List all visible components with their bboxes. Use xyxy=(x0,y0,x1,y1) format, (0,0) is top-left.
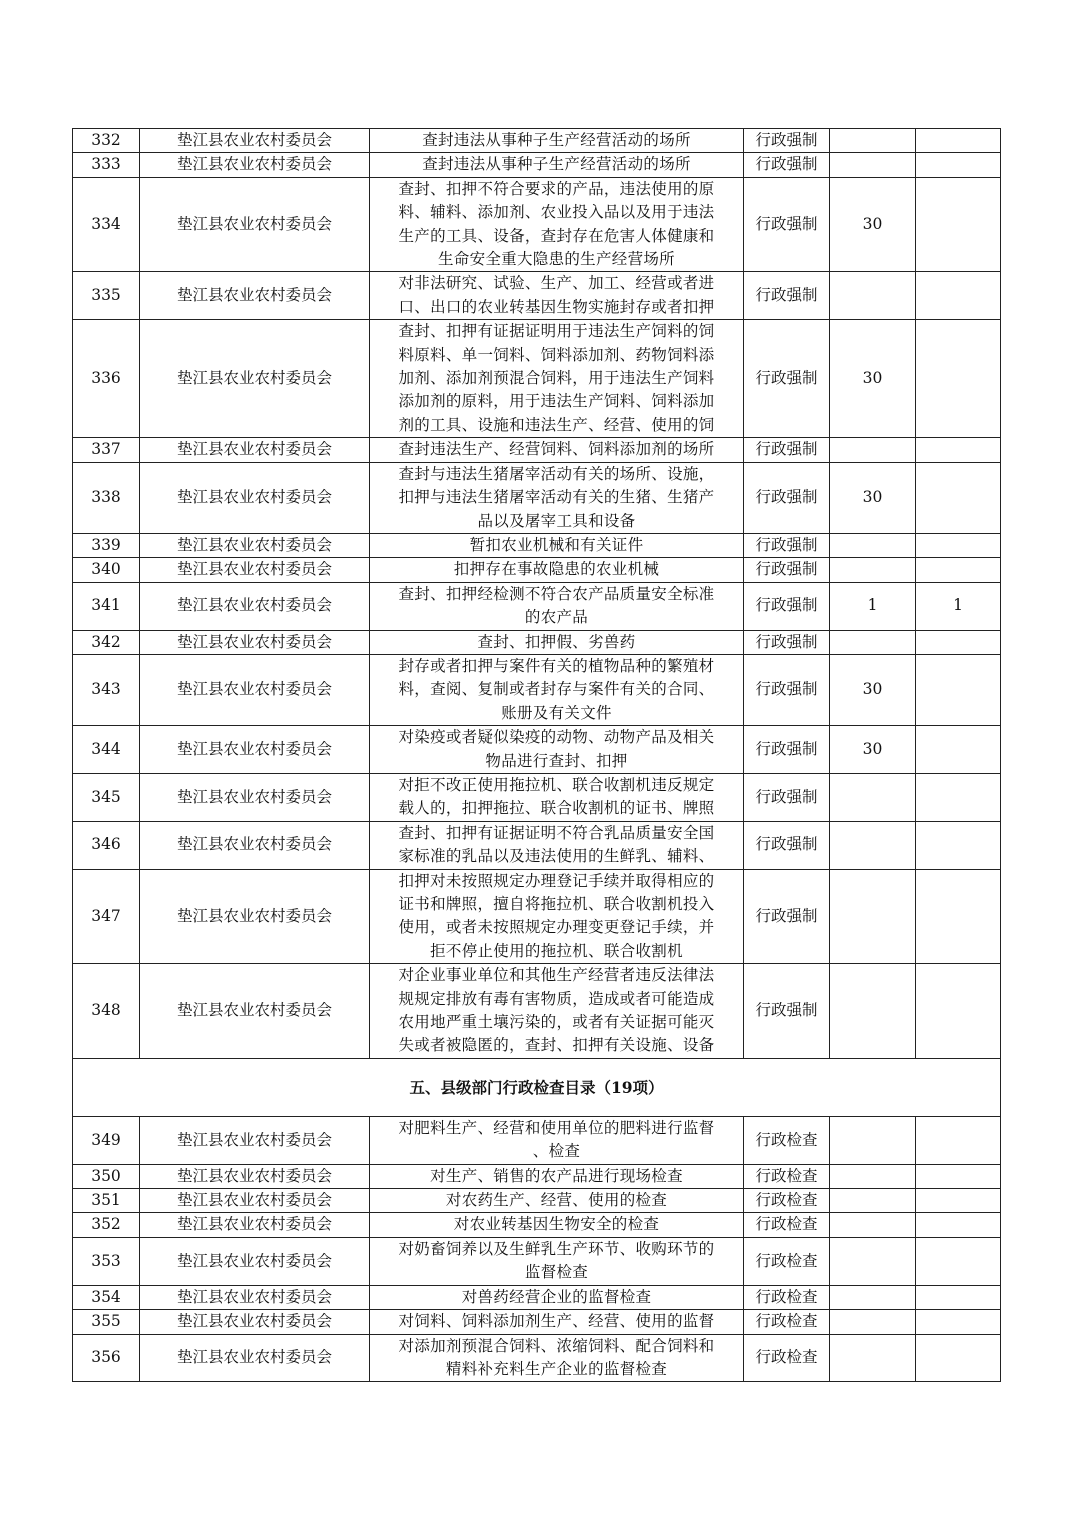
count-cell-2 xyxy=(916,964,1001,1059)
department-cell: 垫江县农业农村委员会 xyxy=(140,1116,370,1164)
department-cell: 垫江县农业农村委员会 xyxy=(140,153,370,177)
table-row xyxy=(73,272,1001,320)
department-cell: 垫江县农业农村委员会 xyxy=(140,558,370,582)
count-cell-1 xyxy=(830,1189,916,1213)
row-number: 349 xyxy=(73,1116,140,1164)
item-cell: 对拒不改正使用拖拉机、联合收割机违反规定 载人的，扣押拖拉、联合收割机的证书、牌照 xyxy=(370,773,744,821)
item-cell: 对饲料、饲料添加剂生产、经营、使用的监督 xyxy=(370,1310,744,1334)
table-row xyxy=(73,964,1001,1059)
row-number: 343 xyxy=(73,654,140,725)
type-cell: 行政检查 xyxy=(744,1164,830,1188)
power-list-table xyxy=(72,128,1001,1382)
department-cell: 垫江县农业农村委员会 xyxy=(140,438,370,462)
item-cell: 封存或者扣押与案件有关的植物品种的繁殖材 料，查阅、复制或者封存与案件有关的合同、 账册及有关文件 xyxy=(370,654,744,725)
count-cell-1 xyxy=(830,1334,916,1382)
row-number: 336 xyxy=(73,320,140,438)
department-cell: 垫江县农业农村委员会 xyxy=(140,177,370,272)
type-cell: 行政强制 xyxy=(744,129,830,153)
count-cell-1 xyxy=(830,1164,916,1188)
item-cell: 对生产、销售的农产品进行现场检查 xyxy=(370,1164,744,1188)
department-cell: 垫江县农业农村委员会 xyxy=(140,1285,370,1309)
section-header-group xyxy=(73,1058,1001,1116)
table-row xyxy=(73,153,1001,177)
table-row xyxy=(73,821,1001,869)
count-cell-1 xyxy=(830,1116,916,1164)
count-cell-1 xyxy=(830,1213,916,1237)
row-number: 337 xyxy=(73,438,140,462)
item-cell: 扣押对未按照规定办理登记手续并取得相应的 证书和牌照，擅自将拖拉机、联合收割机投入 使用，或者未按照规定办理变更登记手续，并 拒不停止使用的拖拉机、联合收割机 xyxy=(370,869,744,964)
count-cell-2 xyxy=(916,1237,1001,1285)
row-number: 345 xyxy=(73,773,140,821)
department-cell: 垫江县农业农村委员会 xyxy=(140,1164,370,1188)
department-cell: 垫江县农业农村委员会 xyxy=(140,129,370,153)
count-cell-2 xyxy=(916,869,1001,964)
department-cell: 垫江县农业农村委员会 xyxy=(140,533,370,557)
row-number: 354 xyxy=(73,1285,140,1309)
item-cell: 查封违法生产、经营饲料、饲料添加剂的场所 xyxy=(370,438,744,462)
table-row xyxy=(73,558,1001,582)
department-cell: 垫江县农业农村委员会 xyxy=(140,1213,370,1237)
table-row xyxy=(73,630,1001,654)
count-cell-2 xyxy=(916,462,1001,533)
count-cell-1 xyxy=(830,438,916,462)
item-cell: 对添加剂预混合饲料、浓缩饲料、配合饲料和 精料补充料生产企业的监督检查 xyxy=(370,1334,744,1382)
row-number: 335 xyxy=(73,272,140,320)
type-cell: 行政强制 xyxy=(744,153,830,177)
row-number: 353 xyxy=(73,1237,140,1285)
type-cell: 行政强制 xyxy=(744,630,830,654)
count-cell-1: 30 xyxy=(830,177,916,272)
table-row xyxy=(73,462,1001,533)
item-cell: 查封与违法生猪屠宰活动有关的场所、设施， 扣押与违法生猪屠宰活动有关的生猪、生猪产 品以及屠宰工具和设备 xyxy=(370,462,744,533)
count-cell-2 xyxy=(916,726,1001,774)
count-cell-1: 30 xyxy=(830,726,916,774)
count-cell-1 xyxy=(830,272,916,320)
table-row xyxy=(73,129,1001,153)
count-cell-2 xyxy=(916,630,1001,654)
row-number: 340 xyxy=(73,558,140,582)
item-cell: 对肥料生产、经营和使用单位的肥料进行监督 、检查 xyxy=(370,1116,744,1164)
count-cell-1 xyxy=(830,773,916,821)
item-cell: 查封违法从事种子生产经营活动的场所 xyxy=(370,129,744,153)
row-number: 342 xyxy=(73,630,140,654)
count-cell-2 xyxy=(916,558,1001,582)
table-row xyxy=(73,1285,1001,1309)
type-cell: 行政强制 xyxy=(744,320,830,438)
department-cell: 垫江县农业农村委员会 xyxy=(140,1310,370,1334)
row-number: 344 xyxy=(73,726,140,774)
table-row xyxy=(73,320,1001,438)
table-row xyxy=(73,1116,1001,1164)
count-cell-1 xyxy=(830,533,916,557)
count-cell-2 xyxy=(916,654,1001,725)
type-cell: 行政强制 xyxy=(744,438,830,462)
table-row xyxy=(73,1164,1001,1188)
item-cell: 对企业事业单位和其他生产经营者违反法律法 规规定排放有毒有害物质，造成或者可能造成 农用地严重土壤污染的，或者有关证据可能灭 失或者被隐匿的，查封、扣押有关设施、设备 xyxy=(370,964,744,1059)
item-cell: 对非法研究、试验、生产、加工、经营或者进 口、出口的农业转基因生物实施封存或者扣押 xyxy=(370,272,744,320)
item-cell: 查封、扣押有证据证明用于违法生产饲料的饲 料原料、单一饲料、饲料添加剂、药物饲料添 加剂、添加剂预混合饲料，用于违法生产饲料 添加剂的原料，用于违法生产饲料、饲料添加 剂的工具、设施和违法生产、经营、使用的饲 xyxy=(370,320,744,438)
row-number: 351 xyxy=(73,1189,140,1213)
department-cell: 垫江县农业农村委员会 xyxy=(140,1237,370,1285)
section-title: 五、县级部门行政检查目录（19项） xyxy=(73,1058,1001,1116)
type-cell: 行政强制 xyxy=(744,726,830,774)
type-cell: 行政强制 xyxy=(744,533,830,557)
table-row xyxy=(73,773,1001,821)
row-number: 339 xyxy=(73,533,140,557)
count-cell-1 xyxy=(830,1237,916,1285)
item-cell: 对奶畜饲养以及生鲜乳生产环节、收购环节的 监督检查 xyxy=(370,1237,744,1285)
department-cell: 垫江县农业农村委员会 xyxy=(140,1189,370,1213)
item-cell: 对染疫或者疑似染疫的动物、动物产品及相关 物品进行查封、扣押 xyxy=(370,726,744,774)
count-cell-1 xyxy=(830,153,916,177)
type-cell: 行政强制 xyxy=(744,177,830,272)
count-cell-2 xyxy=(916,1285,1001,1309)
type-cell: 行政强制 xyxy=(744,654,830,725)
type-cell: 行政强制 xyxy=(744,582,830,630)
department-cell: 垫江县农业农村委员会 xyxy=(140,582,370,630)
item-cell: 查封、扣押假、劣兽药 xyxy=(370,630,744,654)
count-cell-1 xyxy=(830,964,916,1059)
type-cell: 行政检查 xyxy=(744,1310,830,1334)
department-cell: 垫江县农业农村委员会 xyxy=(140,726,370,774)
count-cell-2 xyxy=(916,177,1001,272)
count-cell-1 xyxy=(830,1285,916,1309)
count-cell-1: 30 xyxy=(830,320,916,438)
table-row xyxy=(73,1213,1001,1237)
count-cell-2 xyxy=(916,1334,1001,1382)
section-row xyxy=(73,1058,1001,1116)
department-cell: 垫江县农业农村委员会 xyxy=(140,821,370,869)
department-cell: 垫江县农业农村委员会 xyxy=(140,773,370,821)
row-number: 332 xyxy=(73,129,140,153)
item-cell: 查封违法从事种子生产经营活动的场所 xyxy=(370,153,744,177)
count-cell-1 xyxy=(830,821,916,869)
type-cell: 行政强制 xyxy=(744,869,830,964)
row-number: 347 xyxy=(73,869,140,964)
table-row xyxy=(73,1189,1001,1213)
item-cell: 扣押存在事故隐患的农业机械 xyxy=(370,558,744,582)
department-cell: 垫江县农业农村委员会 xyxy=(140,320,370,438)
count-cell-1 xyxy=(830,129,916,153)
department-cell: 垫江县农业农村委员会 xyxy=(140,964,370,1059)
count-cell-1 xyxy=(830,558,916,582)
department-cell: 垫江县农业农村委员会 xyxy=(140,1334,370,1382)
table-row xyxy=(73,177,1001,272)
row-number: 350 xyxy=(73,1164,140,1188)
type-cell: 行政检查 xyxy=(744,1213,830,1237)
type-cell: 行政检查 xyxy=(744,1189,830,1213)
department-cell: 垫江县农业农村委员会 xyxy=(140,869,370,964)
count-cell-2 xyxy=(916,438,1001,462)
table-row xyxy=(73,533,1001,557)
item-cell: 对农业转基因生物安全的检查 xyxy=(370,1213,744,1237)
table-row xyxy=(73,582,1001,630)
item-cell: 对兽药经营企业的监督检查 xyxy=(370,1285,744,1309)
type-cell: 行政检查 xyxy=(744,1116,830,1164)
item-cell: 对农药生产、经营、使用的检查 xyxy=(370,1189,744,1213)
count-cell-1 xyxy=(830,630,916,654)
type-cell: 行政强制 xyxy=(744,558,830,582)
type-cell: 行政强制 xyxy=(744,964,830,1059)
coercion-rows xyxy=(73,129,1001,1059)
type-cell: 行政检查 xyxy=(744,1237,830,1285)
item-cell: 查封、扣押经检测不符合农产品质量安全标准 的农产品 xyxy=(370,582,744,630)
department-cell: 垫江县农业农村委员会 xyxy=(140,654,370,725)
type-cell: 行政强制 xyxy=(744,272,830,320)
table-row xyxy=(73,654,1001,725)
count-cell-2 xyxy=(916,153,1001,177)
type-cell: 行政强制 xyxy=(744,821,830,869)
count-cell-1: 30 xyxy=(830,462,916,533)
count-cell-2 xyxy=(916,1116,1001,1164)
table-row xyxy=(73,1310,1001,1334)
department-cell: 垫江县农业农村委员会 xyxy=(140,272,370,320)
row-number: 355 xyxy=(73,1310,140,1334)
type-cell: 行政检查 xyxy=(744,1285,830,1309)
count-cell-1 xyxy=(830,869,916,964)
item-cell: 暂扣农业机械和有关证件 xyxy=(370,533,744,557)
count-cell-2 xyxy=(916,821,1001,869)
type-cell: 行政检查 xyxy=(744,1334,830,1382)
row-number: 334 xyxy=(73,177,140,272)
count-cell-2 xyxy=(916,1310,1001,1334)
department-cell: 垫江县农业农村委员会 xyxy=(140,630,370,654)
count-cell-2 xyxy=(916,272,1001,320)
table-row xyxy=(73,438,1001,462)
inspection-rows xyxy=(73,1116,1001,1381)
count-cell-2 xyxy=(916,1164,1001,1188)
row-number: 341 xyxy=(73,582,140,630)
table-row xyxy=(73,1334,1001,1382)
department-cell: 垫江县农业农村委员会 xyxy=(140,462,370,533)
row-number: 333 xyxy=(73,153,140,177)
count-cell-1 xyxy=(830,1310,916,1334)
row-number: 348 xyxy=(73,964,140,1059)
count-cell-1: 30 xyxy=(830,654,916,725)
row-number: 356 xyxy=(73,1334,140,1382)
count-cell-2 xyxy=(916,773,1001,821)
count-cell-2 xyxy=(916,1213,1001,1237)
count-cell-2 xyxy=(916,1189,1001,1213)
count-cell-2: 1 xyxy=(916,582,1001,630)
table-row xyxy=(73,726,1001,774)
row-number: 346 xyxy=(73,821,140,869)
item-cell: 查封、扣押不符合要求的产品，违法使用的原 料、辅料、添加剂、农业投入品以及用于违法 生产的工具、设备，查封存在危害人体健康和 生命安全重大隐患的生产经营场所 xyxy=(370,177,744,272)
table-row xyxy=(73,869,1001,964)
row-number: 338 xyxy=(73,462,140,533)
count-cell-2 xyxy=(916,533,1001,557)
type-cell: 行政强制 xyxy=(744,462,830,533)
count-cell-2 xyxy=(916,320,1001,438)
count-cell-1: 1 xyxy=(830,582,916,630)
count-cell-2 xyxy=(916,129,1001,153)
type-cell: 行政强制 xyxy=(744,773,830,821)
item-cell: 查封、扣押有证据证明不符合乳品质量安全国 家标准的乳品以及违法使用的生鲜乳、辅料、 xyxy=(370,821,744,869)
table-row xyxy=(73,1237,1001,1285)
row-number: 352 xyxy=(73,1213,140,1237)
